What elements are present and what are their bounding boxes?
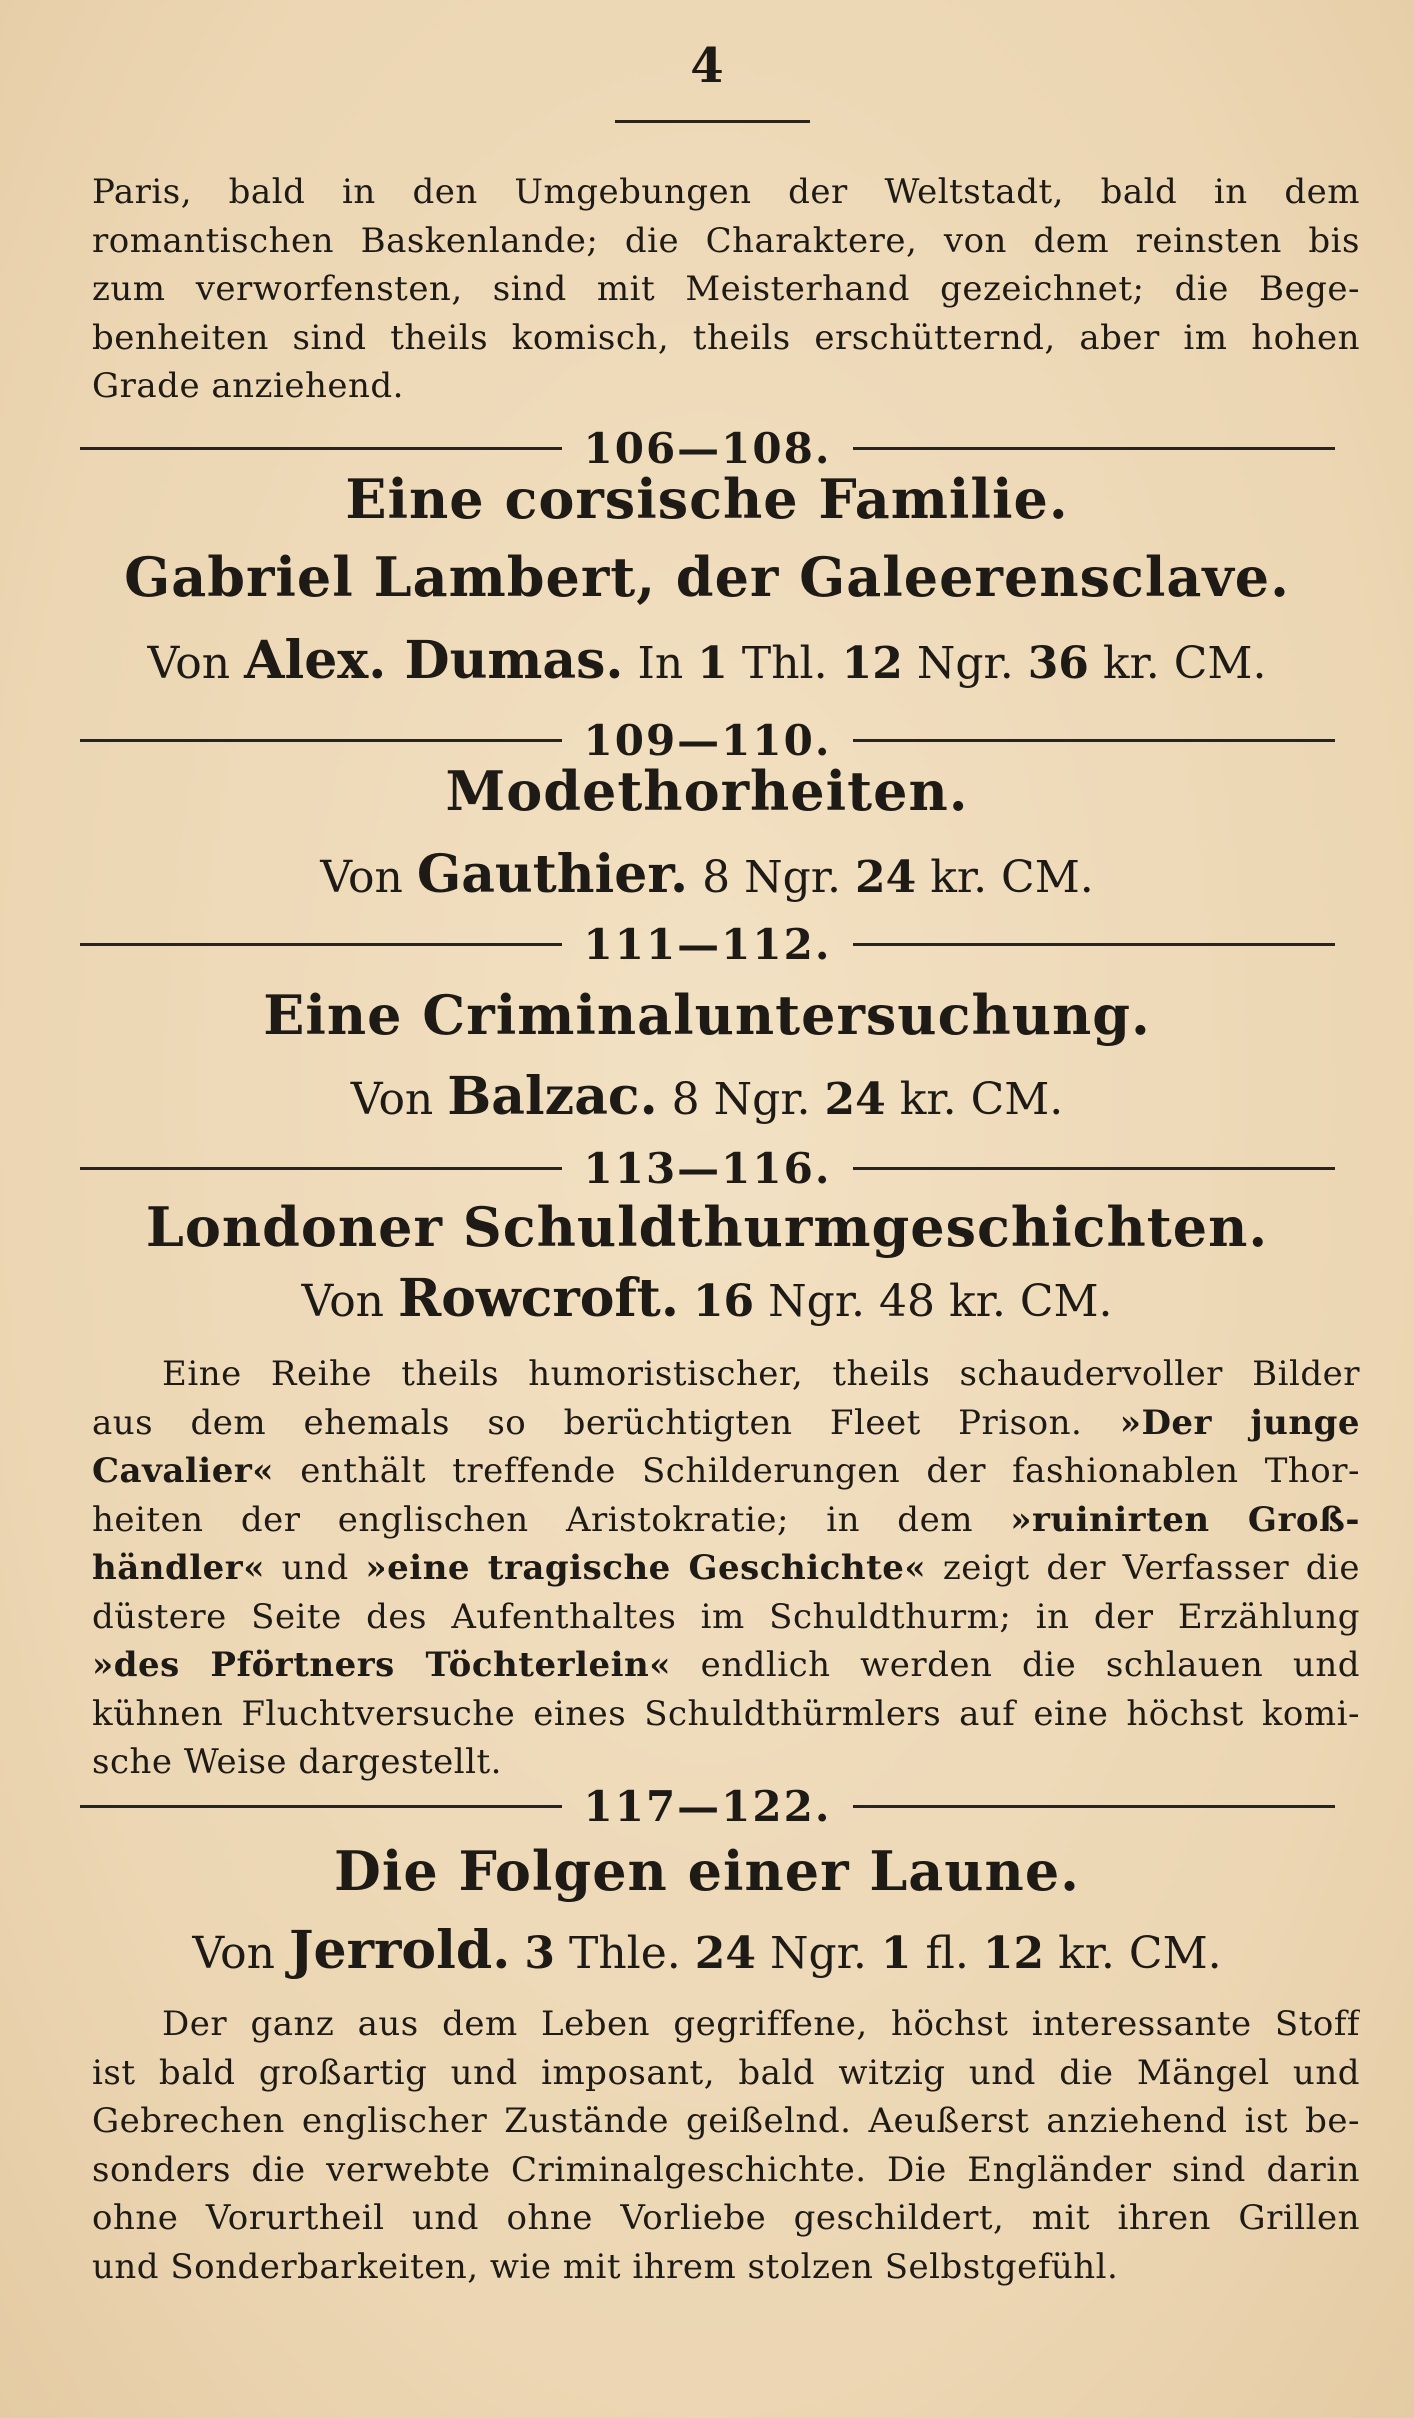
text-line: Cavalier« enthält treffende Schilderungen der fashionablen Thor- <box>92 1451 1360 1491</box>
entry-separator <box>80 916 1335 972</box>
page-number-rule <box>615 120 810 123</box>
entry-numbers: 106—108. <box>583 423 832 473</box>
entry-author-price: Von Balzac. 8 Ngr. 24 kr. CM. <box>350 1066 1064 1127</box>
text-line: Paris, bald in den Umgebungen der Weltstadt, bald in dem <box>92 172 1360 212</box>
separator-rule <box>853 739 1335 742</box>
text-line: zum verworfensten, sind mit Meisterhand gezeichnet; die Bege- <box>92 269 1360 309</box>
separator-rule <box>80 447 562 450</box>
text-line: Der ganz aus dem Leben gegriffene, höchst interessante Stoff <box>162 2004 1360 2044</box>
entry-title: Modethorheiten. <box>445 759 969 823</box>
text-line: ohne Vorurtheil und ohne Vorliebe geschildert, mit ihren Grillen <box>92 2198 1360 2238</box>
intro-paragraph <box>92 168 1360 411</box>
entry-title: Eine corsische Familie. <box>345 467 1069 531</box>
entry-separator <box>80 1140 1335 1196</box>
text-line: aus dem ehemals so berüchtigten Fleet Prison. »Der junge <box>92 1402 1360 1443</box>
author-name: Gauthier. <box>416 844 689 905</box>
entry-description <box>92 1350 1360 1787</box>
author-name: Rowcroft. <box>398 1268 679 1329</box>
entry-numbers: 113—116. <box>583 1143 832 1193</box>
entry-numbers: 109—110. <box>583 715 832 765</box>
text-line: sche Weise dargestellt. <box>92 1742 502 1782</box>
author-name: Jerrold. <box>288 1920 511 1981</box>
separator-rule <box>80 943 562 946</box>
separator-rule <box>853 1805 1335 1808</box>
separator-rule <box>80 739 562 742</box>
entry-title: Eine Criminaluntersuchung. <box>263 983 1151 1047</box>
text-line: Grade anziehend. <box>92 366 404 406</box>
author-name: Alex. Dumas. <box>244 630 624 691</box>
entry-title: Die Folgen einer Laune. <box>334 1839 1080 1903</box>
entry-numbers: 111—112. <box>583 919 832 969</box>
entry-author-price: Von Alex. Dumas. In 1 Thl. 12 Ngr. 36 kr. CM. <box>147 630 1267 691</box>
text-line: romantischen Baskenlande; die Charaktere, von dem reinsten bis <box>92 220 1360 261</box>
entry-author-price: Von Gauthier. 8 Ngr. 24 kr. CM. <box>320 844 1094 905</box>
entry-separator <box>80 1778 1335 1834</box>
separator-rule <box>853 1167 1335 1170</box>
page-number: 4 <box>690 38 724 94</box>
text-line: kühnen Fluchtversuche eines Schuldthürmlers auf eine höchst komi- <box>92 1693 1360 1734</box>
separator-rule <box>853 943 1335 946</box>
text-line: Eine Reihe theils humoristischer, theils schaudervoller Bilder <box>162 1354 1360 1394</box>
separator-rule <box>80 1805 562 1808</box>
entry-title: Gabriel Lambert, der Galeerensclave. <box>124 545 1290 609</box>
text-line: händler« und »eine tragische Geschichte« zeigt der Verfasser die <box>92 1548 1360 1588</box>
entry-numbers: 117—122. <box>583 1781 832 1831</box>
separator-rule <box>80 1167 562 1170</box>
text-line: heiten der englischen Aristokratie; in dem »ruinirten Groß- <box>92 1499 1360 1540</box>
entry-title: Londoner Schuldthurmgeschichten. <box>145 1195 1269 1259</box>
separator-rule <box>853 447 1335 450</box>
entry-author-price: Von Rowcroft. 16 Ngr. 48 kr. CM. <box>301 1268 1113 1329</box>
text-line: ist bald großartig und imposant, bald witzig und die Mängel und <box>92 2052 1360 2093</box>
text-line: »des Pförtners Töchterlein« endlich werden die schlauen und <box>92 1645 1360 1685</box>
text-line: Gebrechen englischer Zustände geißelnd. Aeußerst anziehend ist be- <box>92 2101 1360 2141</box>
text-line: sonders die verwebte Criminalgeschichte. Die Engländer sind darin <box>92 2149 1360 2190</box>
text-line: und Sonderbarkeiten, wie mit ihrem stolzen Selbstgefühl. <box>92 2246 1119 2287</box>
author-name: Balzac. <box>447 1066 658 1127</box>
entry-author-price: Von Jerrold. 3 Thle. 24 Ngr. 1 fl. 12 kr. CM. <box>192 1920 1222 1981</box>
text-line: düstere Seite des Aufenthaltes im Schuldthurm; in der Erzählung <box>92 1596 1360 1637</box>
text-line: benheiten sind theils komisch, theils erschütternd, aber im hohen <box>92 317 1360 358</box>
entry-description <box>92 2000 1360 2291</box>
